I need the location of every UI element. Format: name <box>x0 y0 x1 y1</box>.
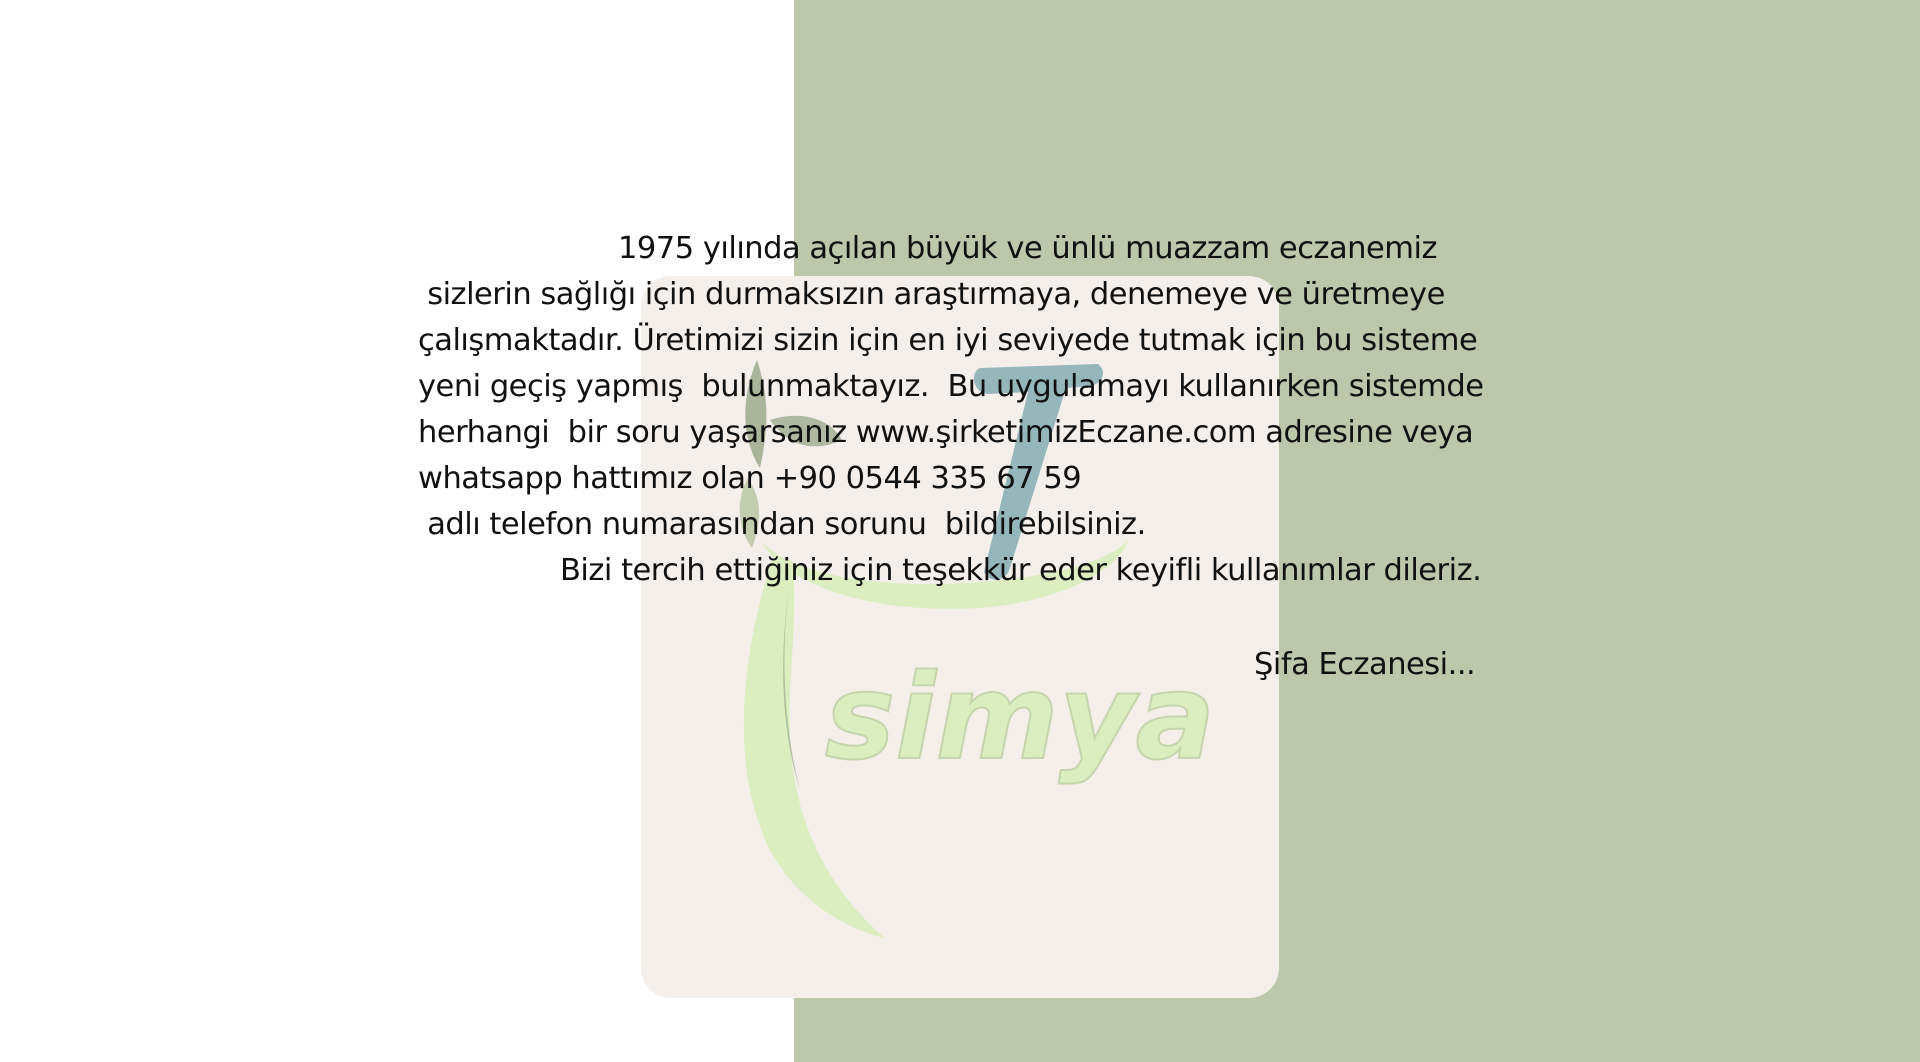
message-line-7: adlı telefon numarasından sorunu bildirebilsiniz. <box>418 507 1146 542</box>
message-line-1: 1975 yılında açılan büyük ve ünlü muazzam eczanemiz <box>618 231 1437 266</box>
logo-wordmark: simya <box>825 648 1216 786</box>
message-line-4: yeni geçiş yapmış bulunmaktayız. Bu uygulamayı kullanırken sistemde <box>418 369 1484 404</box>
message-line-6: whatsapp hattımız olan +90 0544 335 67 59 <box>418 461 1082 496</box>
message-line-5: herhangi bir soru yaşarsanız www.şirketimizEczane.com adresine veya <box>418 415 1474 450</box>
message-line-3: çalışmaktadır. Üretimizi sizin için en iyi seviyede tutmak için bu sisteme <box>418 323 1478 358</box>
signature: Şifa Eczanesi... <box>1254 647 1476 682</box>
message-line-8: Bizi tercih ettiğiniz için teşekkür eder keyifli kullanımlar dileriz. <box>560 553 1482 588</box>
welcome-message <box>418 0 1520 1062</box>
message-line-2: sizlerin sağlığı için durmaksızın araştırmaya, denemeye ve üretmeye <box>418 277 1445 312</box>
